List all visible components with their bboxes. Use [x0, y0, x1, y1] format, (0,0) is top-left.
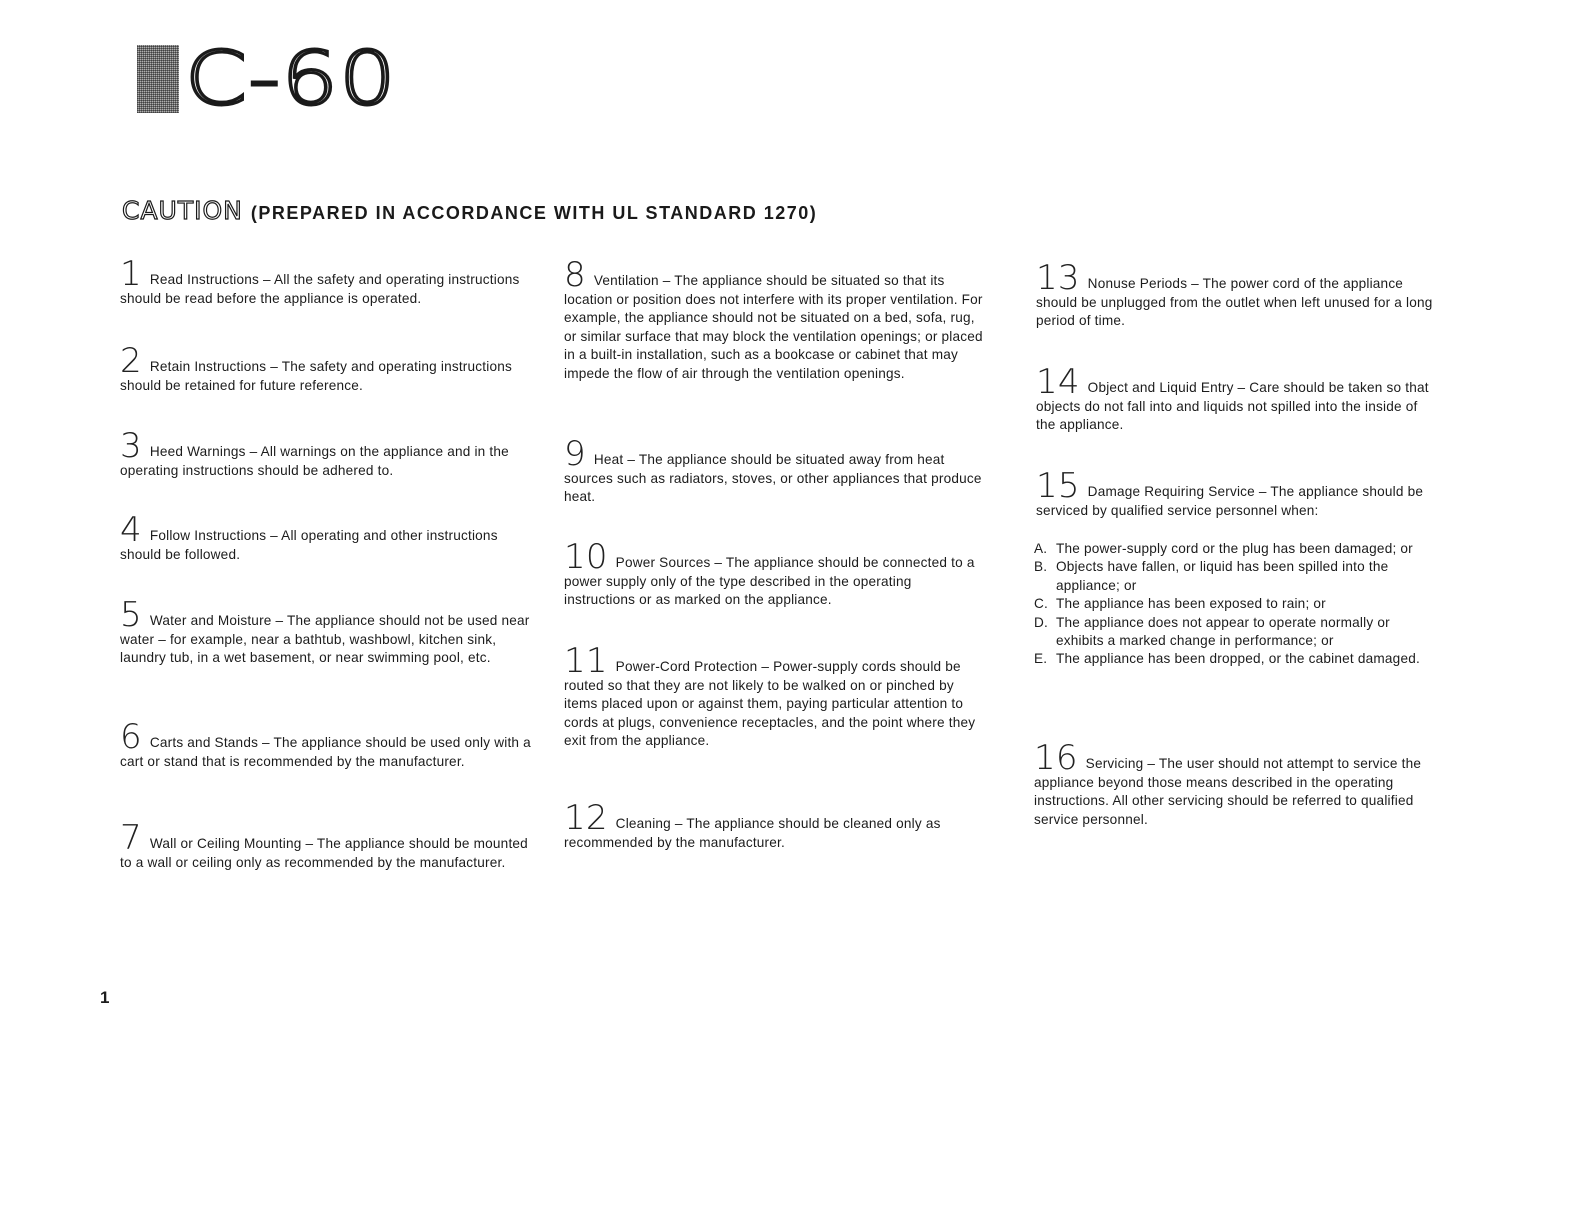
- list-text: The appliance has been dropped, or the cabinet damaged.: [1056, 651, 1420, 667]
- instruction-item: [120, 510, 540, 564]
- item-text: Servicing – The user should not attempt to service the appliance beyond those means described in the operating instructions. All other servicing should be referred to qualified service personnel.: [1034, 756, 1422, 827]
- item-number: 9: [564, 434, 586, 474]
- item-number: 1: [120, 254, 142, 294]
- item-number: 5: [120, 595, 142, 635]
- instruction-item: [120, 426, 540, 480]
- list-text: The appliance has been exposed to rain; or: [1056, 596, 1326, 612]
- instruction-item: [120, 254, 540, 308]
- caution-word: CAUTION: [122, 196, 243, 225]
- item-text: Heat – The appliance should be situated away from heat sources such as radiators, stoves, or other appliances that produce heat.: [564, 452, 982, 505]
- instruction-item: [1036, 466, 1436, 520]
- item-text: Object and Liquid Entry – Care should be taken so that objects do not fall into and liquids not spilled into the inside of the appliance.: [1036, 380, 1429, 433]
- page-number: 1: [100, 988, 110, 1007]
- caution-subtitle: (PREPARED IN ACCORDANCE WITH UL STANDARD 1270): [250, 203, 818, 223]
- list-text: The power-supply cord or the plug has been damaged; or: [1056, 541, 1413, 556]
- item-number: 15: [1036, 466, 1080, 506]
- instruction-item: [564, 798, 984, 852]
- item-text: Ventilation – The appliance should be situated so that its location or position does not interfere with its proper ventilation. For example, the appliance should not be situated on a bed, sofa, rug, or similar surface that may block the ventilation openings; or placed in a built-in installation, such as a bookcase or cabinet that may impede the flow of air through the ventilation openings.: [564, 273, 983, 381]
- instruction-item: [120, 341, 540, 395]
- item-number: 4: [120, 510, 142, 550]
- item-text: Power Sources – The appliance should be connected to a power supply only of the type described in the operating instructions or as marked on the appliance.: [564, 555, 975, 608]
- item-number: 14: [1036, 362, 1080, 402]
- instruction-item: [120, 818, 540, 872]
- instruction-item: [1036, 258, 1436, 331]
- list-letter: D.: [1034, 614, 1048, 630]
- instruction-item: [564, 537, 984, 610]
- instruction-item: [564, 641, 984, 751]
- instruction-item: [120, 717, 540, 771]
- list-letter: B.: [1034, 559, 1048, 575]
- item-number: 13: [1036, 258, 1080, 298]
- item-text: Carts and Stands – The appliance should be used only with a cart or stand that is recommended by the manufacturer.: [120, 735, 531, 769]
- item-number: 8: [564, 255, 586, 295]
- logo-bar: [137, 45, 179, 113]
- item-text: Nonuse Periods – The power cord of the appliance should be unplugged from the outlet when left unused for a long period of time.: [1036, 276, 1433, 329]
- logo-text: C-60: [185, 36, 397, 122]
- item-text: Cleaning – The appliance should be cleaned only as recommended by the manufacturer.: [564, 816, 941, 850]
- list-item: [1034, 614, 1434, 651]
- logo: [137, 36, 397, 122]
- list-letter: C.: [1034, 596, 1048, 612]
- list-item: [1034, 540, 1434, 558]
- list-letter: E.: [1034, 651, 1048, 667]
- item-number: 11: [564, 641, 608, 681]
- list-item: [1034, 595, 1434, 613]
- item-number: 2: [120, 341, 142, 381]
- list-text: Objects have fallen, or liquid has been spilled into the appliance; or: [1056, 559, 1389, 593]
- service-conditions-list: [1034, 540, 1434, 669]
- item-text: Retain Instructions – The safety and operating instructions should be retained for future reference.: [120, 359, 513, 393]
- caution-heading: [122, 196, 817, 225]
- item-text: Follow Instructions – All operating and other instructions should be followed.: [120, 528, 498, 562]
- item-text: Wall or Ceiling Mounting – The appliance should be mounted to a wall or ceiling only as recommended by the manufacturer.: [120, 836, 528, 870]
- list-letter: A.: [1034, 541, 1048, 556]
- item-text: Read Instructions – All the safety and operating instructions should be read before the appliance is operated.: [120, 272, 520, 306]
- item-text: Heed Warnings – All warnings on the appliance and in the operating instructions should be adhered to.: [120, 444, 509, 478]
- item-text: Water and Moisture – The appliance should not be used near water – for example, near a bathtub, washbowl, kitchen sink, laundry tub, in a wet basement, or near swimming pool, etc.: [120, 613, 530, 666]
- item-number: 16: [1034, 738, 1078, 778]
- list-item: [1034, 650, 1434, 668]
- list-text: The appliance does not appear to operate normally or exhibits a marked change in performance; or: [1056, 614, 1390, 649]
- item-number: 10: [564, 537, 608, 577]
- instruction-item: [564, 434, 984, 507]
- instruction-item: [564, 255, 984, 384]
- item-number: 7: [120, 818, 142, 858]
- item-number: 3: [120, 426, 142, 466]
- instruction-item: [1034, 738, 1434, 829]
- item-text: Power-Cord Protection – Power-supply cords should be routed so that they are not likely to be walked on or pinched by items placed upon or against them, paying particular attention to cords at plugs, convenience receptacles, and the point where they exit from the appliance.: [564, 659, 976, 749]
- instruction-item: [1036, 362, 1436, 435]
- list-item: [1034, 558, 1434, 595]
- item-text: Damage Requiring Service – The appliance should be serviced by qualified service personnel when:: [1036, 484, 1424, 518]
- item-number: 12: [564, 798, 608, 838]
- instruction-item: [120, 595, 540, 668]
- item-number: 6: [120, 717, 142, 757]
